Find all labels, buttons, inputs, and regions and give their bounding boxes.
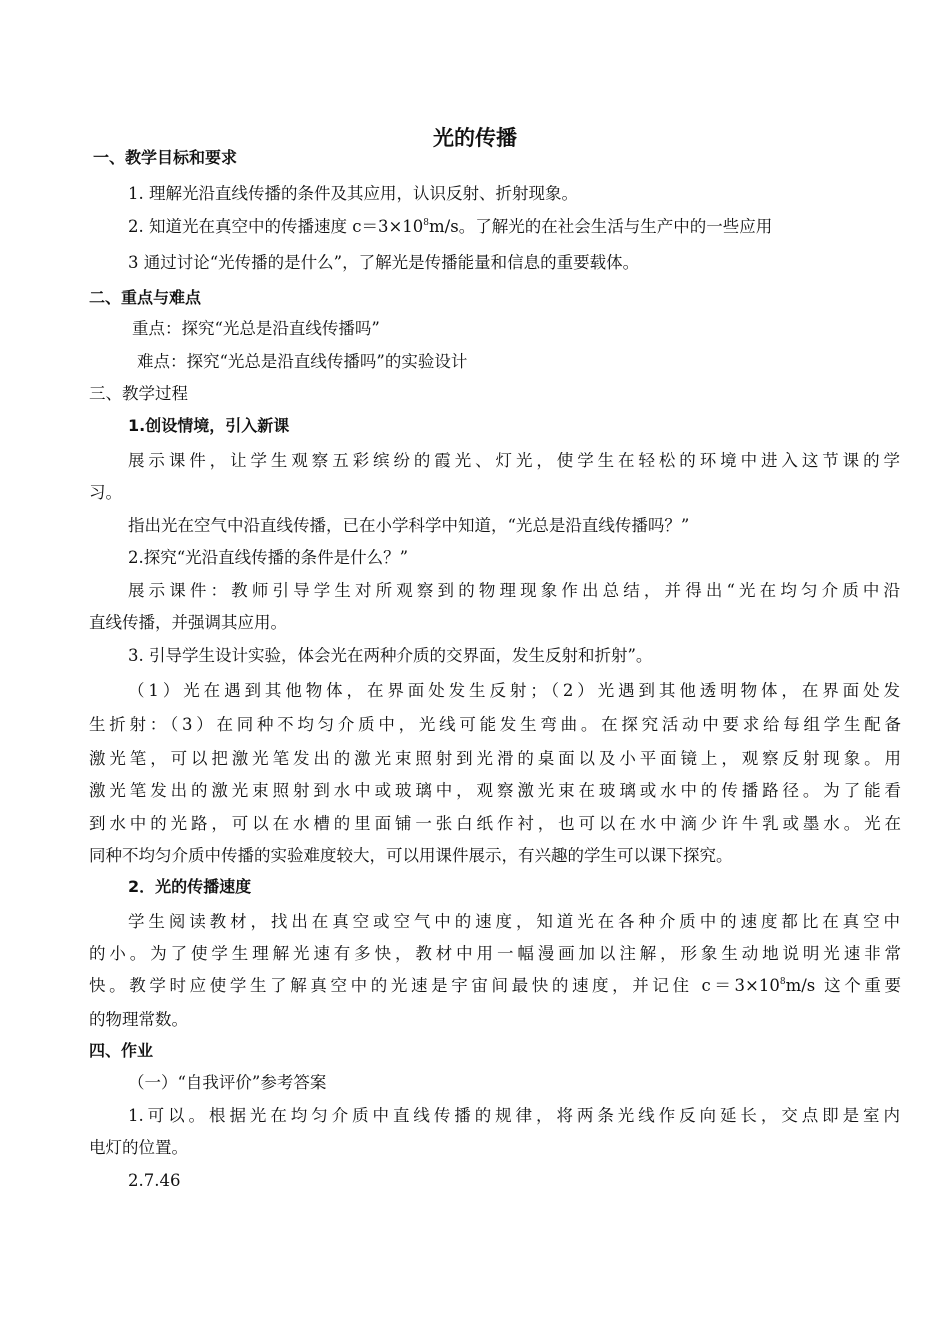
paragraph-line: 展示课件，让学生观察五彩缤纷的霞光、灯光，使学生在轻松的环境中进入这节课的学 bbox=[128, 451, 900, 470]
paragraph-line: 的物理常数。 bbox=[89, 1010, 188, 1029]
paragraph-line: 的小。为了使学生理解光速有多快，教材中用一幅漫画加以注解，形象生动地说明光速非常 bbox=[89, 944, 901, 963]
objective-item-1: 1. 理解光沿直线传播的条件及其应用，认识反射、折射现象。 bbox=[128, 184, 578, 203]
objective-item-2-text-a: 2. 知道光在真空中的传播速度 c＝3×10 bbox=[128, 217, 424, 236]
objective-item-2 bbox=[128, 216, 772, 238]
paragraph-line: 电灯的位置。 bbox=[89, 1138, 188, 1157]
paragraph-line: 到水中的光路，可以在水槽的里面铺一张白纸作衬，也可以在水中滴少许牛乳或墨水。光在 bbox=[89, 814, 901, 833]
homework-subheading: （一）“自我评价”参考答案 bbox=[128, 1073, 327, 1092]
paragraph-line: 习。 bbox=[89, 483, 122, 502]
answer-line: 2.7.46 bbox=[128, 1171, 181, 1190]
speed-text-a: 快。教学时应使学生了解真空中的光速是宇宙间最快的速度，并记住 c＝3×10 bbox=[89, 976, 780, 995]
section-heading-objectives: 一、教学目标和要求 bbox=[93, 148, 238, 167]
document-title: 光的传播 bbox=[433, 126, 517, 150]
superscript-exponent: 8 bbox=[779, 977, 786, 987]
key-point-text: 重点：探究“光总是沿直线传播吗” bbox=[132, 319, 380, 338]
objective-item-2-text-b: m/s。了解光的在社会生活与生产中的一些应用 bbox=[429, 217, 773, 236]
subheading-speed: 2．光的传播速度 bbox=[128, 877, 252, 896]
paragraph-line bbox=[89, 975, 901, 997]
paragraph-line: 展示课件：教师引导学生对所观察到的物理现象作出总结，并得出“光在均匀介质中沿 bbox=[128, 581, 900, 600]
subheading-explore: 2.探究“光沿直线传播的条件是什么？” bbox=[128, 548, 409, 567]
paragraph-line: 直线传播，并强调其应用。 bbox=[89, 613, 287, 632]
paragraph-line: 激光笔发出的激光束照射到水中或玻璃中，观察激光束在玻璃或水中的传播路径。为了能看 bbox=[89, 781, 901, 800]
paragraph-line: 同种不均匀介质中传播的实验难度较大，可以用课件展示，有兴趣的学生可以课下探究。 bbox=[89, 846, 733, 865]
paragraph-line: 指出光在空气中沿直线传播，已在小学科学中知道，“光总是沿直线传播吗？” bbox=[128, 516, 690, 535]
paragraph-line: 生折射：（3）在同种不均匀介质中，光线可能发生弯曲。在探究活动中要求给每组学生配备 bbox=[89, 715, 901, 734]
section-heading-homework: 四、作业 bbox=[89, 1041, 154, 1060]
paragraph-line: 激光笔，可以把激光笔发出的激光束照射到光滑的桌面以及小平面镜上，观察反射现象。用 bbox=[89, 749, 901, 768]
superscript-exponent: 8 bbox=[423, 218, 430, 228]
objective-item-3: 3 通过讨论“光传播的是什么”，了解光是传播能量和信息的重要载体。 bbox=[128, 253, 640, 272]
difficulty-text: 难点：探究“光总是沿直线传播吗”的实验设计 bbox=[137, 352, 468, 371]
paragraph-line: 学生阅读教材，找出在真空或空气中的速度，知道光在各种介质中的速度都比在真空中 bbox=[128, 912, 900, 931]
subheading-introduction: 1.创设情境，引入新课 bbox=[128, 416, 290, 435]
speed-text-b: m/s 这个重要 bbox=[785, 976, 902, 995]
paragraph-line: 3. 引导学生设计实验，体会光在两种介质的交界面，发生反射和折射”。 bbox=[128, 646, 653, 665]
paragraph-line: （1）光在遇到其他物体，在界面处发生反射；（2）光遇到其他透明物体，在界面处发 bbox=[128, 681, 900, 700]
section-heading-process: 三、教学过程 bbox=[89, 384, 188, 403]
paragraph-line: 1.可以。根据光在均匀介质中直线传播的规律，将两条光线作反向延长，交点即是室内 bbox=[128, 1106, 900, 1125]
section-heading-key-points: 二、重点与难点 bbox=[89, 288, 202, 307]
